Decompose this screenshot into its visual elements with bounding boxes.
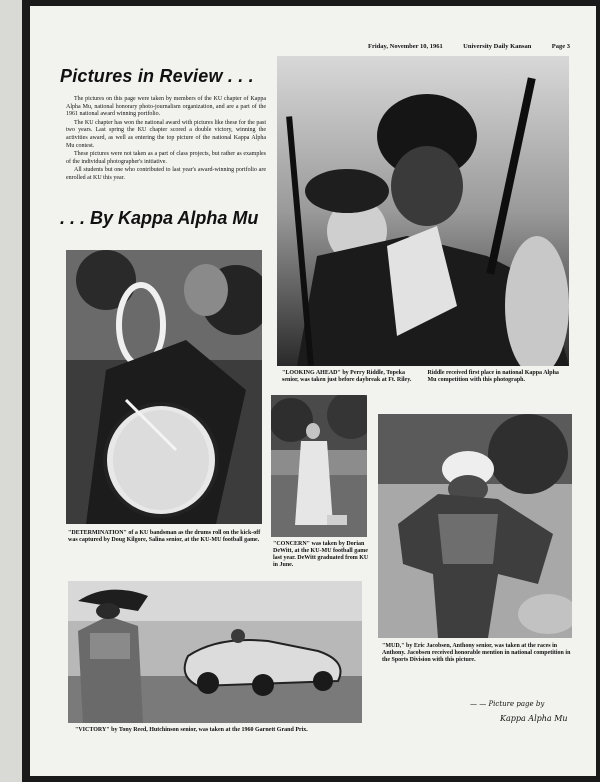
intro-article [66, 96, 266, 184]
caption-mud: "MUD," by Eric Jacobsen, Anthony senior, was taken at the races in Anthony. Jacobsen received honorable mention in national competition in the Sports Division with this picture. [382, 643, 571, 663]
header-page-number: Page 3 [551, 43, 570, 50]
page-header [368, 43, 570, 50]
header-paper-name: University Daily Kansan [463, 43, 532, 50]
headline-by-kappa-alpha-mu: . . . By Kappa Alpha Mu [60, 208, 259, 228]
caption-victory: "VICTORY" by Tony Reed, Hutchinson senior, was taken at the 1960 Garnett Grand Prix. [75, 727, 308, 733]
photo-concern [271, 395, 367, 537]
adjacent-page-strip [0, 0, 22, 782]
photo-victory [68, 581, 362, 723]
header-date: Friday, November 10, 1961 [368, 43, 443, 50]
photo-looking-ahead [277, 56, 569, 366]
intro-paragraph: The KU chapter has won the national award with pictures like these for the past two years. Last spring the KU chapter scored a double victory, winning the activities award, as well as entering the top picture of the national Kappa Alpha Mu contest. [66, 119, 266, 149]
caption-looking-ahead: "LOOKING AHEAD" by Perry Riddle, Topeka senior, was taken just before daybreak at Ft. Riley. Riddle received first place in national Kappa Alpha Mu competition with this photograph. [282, 370, 559, 383]
intro-paragraph: The pictures on this page were taken by members of the KU chapter of Kappa Alpha Mu, national honorary photo-journalism organization, and are a part of the 1961 national award winning portfolio. [66, 96, 266, 118]
credit-kappa-alpha-mu: Kappa Alpha Mu [500, 714, 568, 723]
photo-determination [66, 250, 262, 524]
caption-concern: "CONCERN" was taken by Dorian DeWitt, at the KU-MU football game last year. DeWitt graduated from KU in June. [273, 541, 369, 568]
credit-picture-page-by: — — Picture page by [470, 700, 545, 708]
intro-paragraph: All students but one who contributed to last year's award-winning portfolio are enrolled at KU this year. [66, 167, 266, 181]
intro-paragraph: These pictures were not taken as a part of class projects, but rather as examples of the individual photographer's initiative. [66, 151, 266, 165]
headline-pictures-in-review: Pictures in Review . . . [60, 66, 254, 86]
caption-determination: "DETERMINATION" of a KU bandsman as the drums roll on the kick-off was captured by Doug Kilgore, Salina senior, at the KU-MU football game. [68, 530, 261, 543]
photo-mud [378, 414, 572, 638]
